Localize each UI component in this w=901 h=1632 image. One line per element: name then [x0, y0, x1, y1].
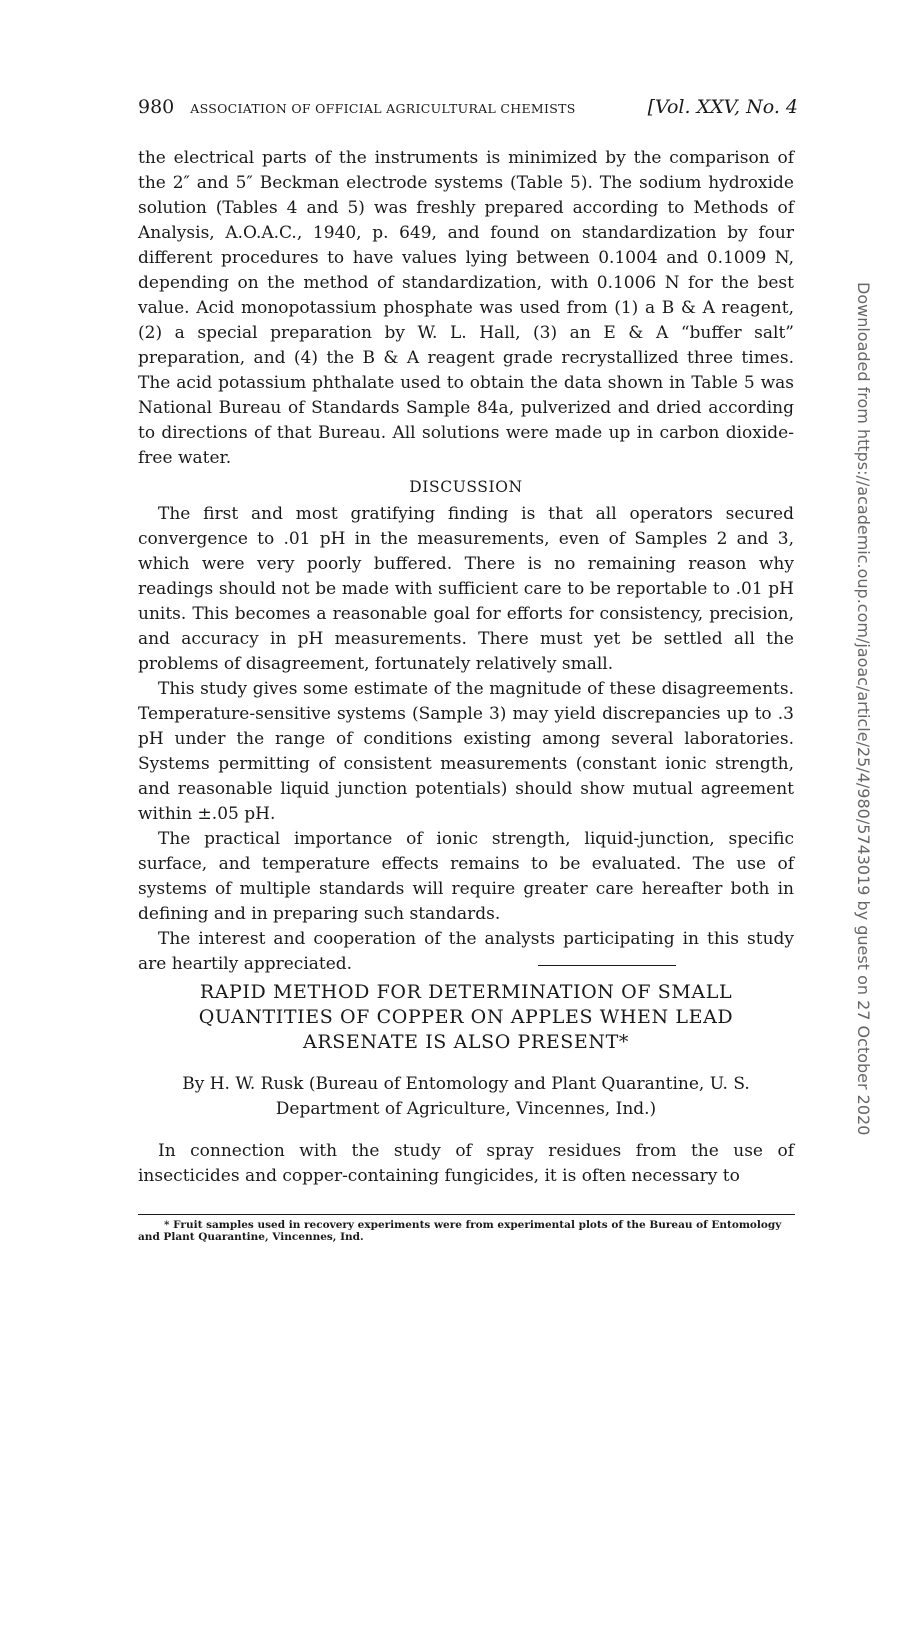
section-separator	[538, 965, 676, 966]
volume-issue: [Vol. XXV, No. 4	[647, 96, 798, 118]
discussion-heading: DISCUSSION	[409, 478, 523, 496]
discussion-paragraph-3: The practical importance of ionic strength, liquid-junction, specific surface, and temperature effects remains to be evaluated. The use of systems of multiple standards will require greater care hereafter both in defining and in preparing such standards.	[138, 829, 794, 924]
discussion-paragraph-2: This study gives some estimate of the magnitude of these disagreements. Temperature-sensitive systems (Sample 3) may yield discrepancies up to .3 pH under the range of conditions existing among several laboratories. Systems permitting of consistent measurements (constant ionic strength, and reasonable liquid junction potentials) should show mutual agreement within ±.05 pH.	[138, 679, 794, 824]
article-title: RAPID METHOD FOR DETERMINATION OF SMALL QUANTITIES OF COPPER ON APPLES WHEN LEAD ARSENATE IS ALSO PRESENT*	[198, 981, 734, 1053]
methods-paragraph: the electrical parts of the instruments is minimized by the comparison of the 2″ and 5″ Beckman electrode systems (Table 5). The sodium hydroxide solution (Tables 4 and 5) was freshly prepared according to Methods of Analysis, A.O.A.C., 1940, p. 649, and found on standardization by four different procedures to have values lying between 0.1004 and 0.1009 N, depending on the method of standardization, with 0.1006 N for the best value. Acid monopotassium phosphate was used from (1) a B & A reagent, (2) a special preparation by W. L. Hall, (3) an E & A “buffer salt” preparation, and (4) the B & A reagent grade recrystallized three times. The acid potassium phthalate used to obtain the data shown in Table 5 was National Bureau of Standards Sample 84a, pulverized and dried according to directions of that Bureau. All solutions were made up in carbon dioxide-free water.	[138, 148, 794, 468]
download-watermark	[852, 0, 874, 1350]
author-byline: By H. W. Rusk (Bureau of Entomology and Plant Quarantine, U. S. Department of Agriculture, Vincennes, Ind.)	[182, 1074, 750, 1119]
intro-paragraph: In connection with the study of spray residues from the use of insecticides and copper-containing fungicides, it is often necessary to	[138, 1141, 794, 1186]
footnote-rule	[138, 1214, 795, 1215]
download-note: Downloaded from https://academic.oup.com/jaoac/article/25/4/980/5743019 by guest on 27 October 2020	[854, 282, 873, 1136]
footnote: * Fruit samples used in recovery experiments were from experimental plots of the Bureau of Entomology and Plant Quarantine, Vincennes, Ind.	[138, 1219, 782, 1243]
running-header	[138, 96, 798, 118]
journal-title: ASSOCIATION OF OFFICIAL AGRICULTURAL CHEMISTS	[190, 101, 576, 116]
page-number: 980	[138, 96, 175, 118]
discussion-paragraph-1: The first and most gratifying finding is that all operators secured convergence to .01 pH in the measurements, even of Samples 2 and 3, which were very poorly buffered. There is no remaining reason why readings should not be made with sufficient care to be reportable to .01 pH units. This becomes a reasonable goal for efforts for consistency, precision, and accuracy in pH measurements. There must yet be settled all the problems of disagreement, fortunately relatively small.	[138, 504, 794, 674]
acknowledgement-paragraph: The interest and cooperation of the analysts participating in this study are heartily appreciated.	[138, 929, 794, 974]
article-body	[138, 146, 794, 1189]
